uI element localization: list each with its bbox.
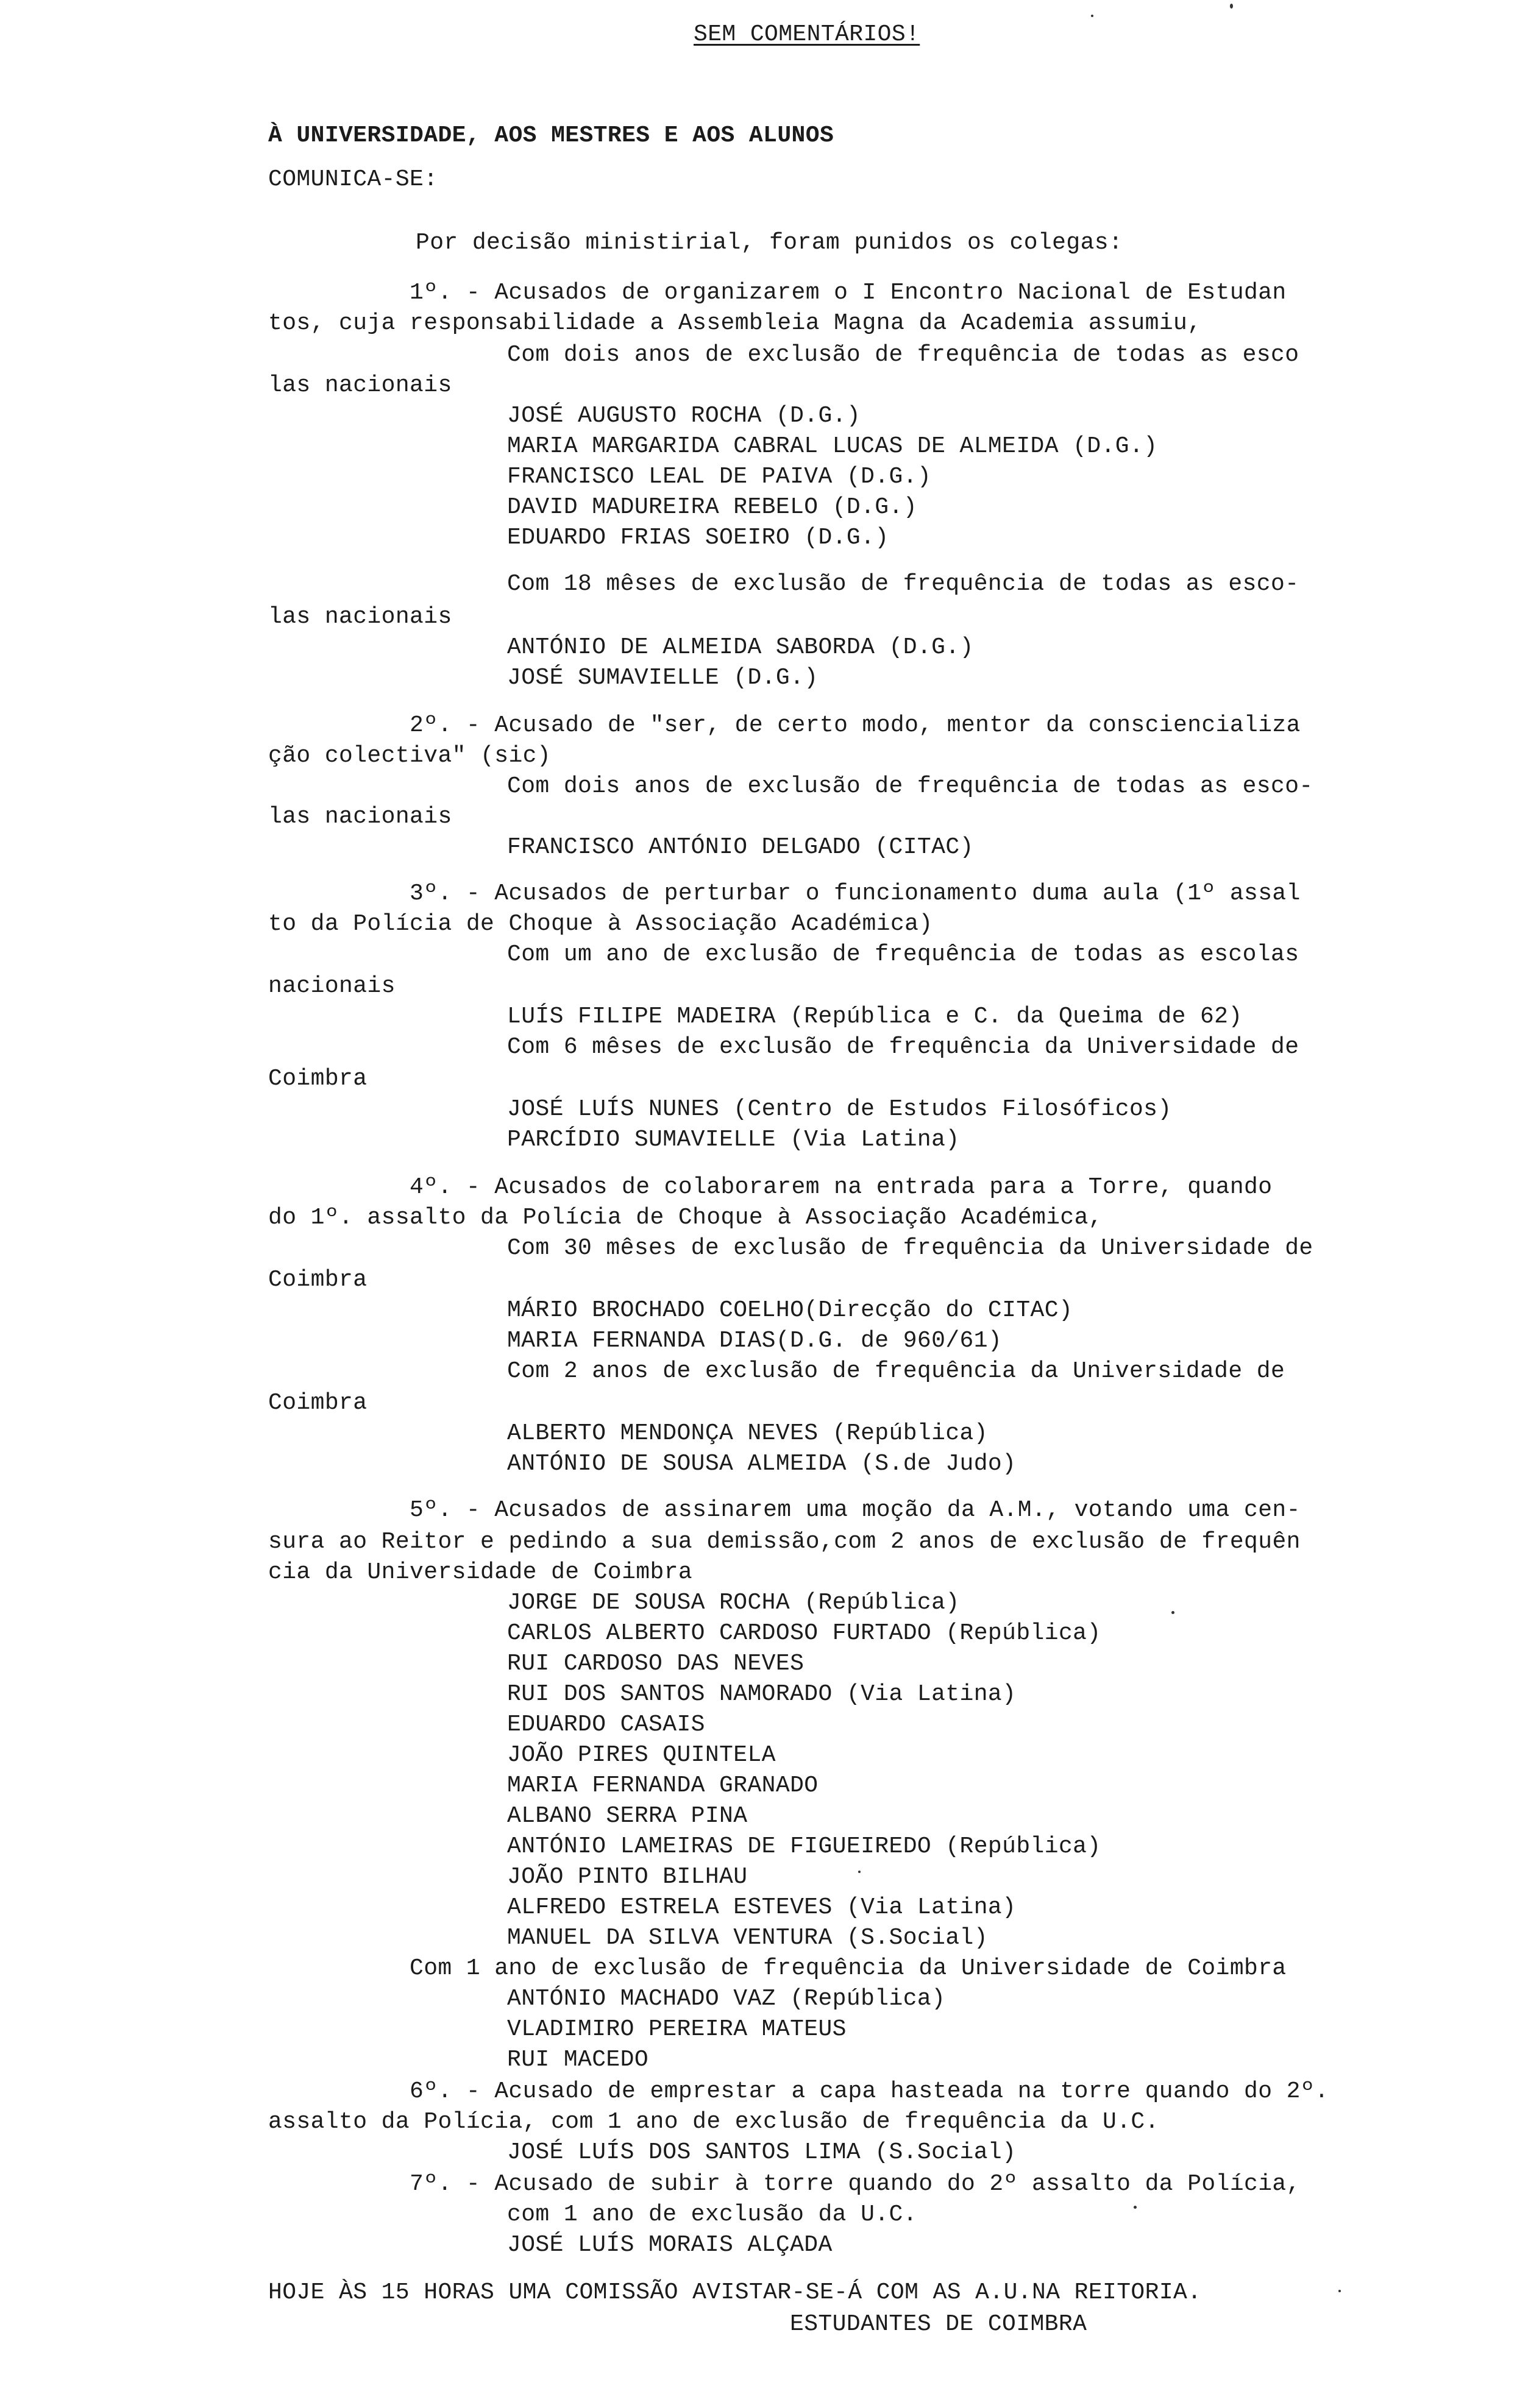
student-name: JOSÉ AUGUSTO ROCHA (D.G.) [507,403,861,429]
scan-speck [1171,1611,1174,1614]
penalty-line: Coimbra [268,1066,368,1092]
intro-paragraph: Por decisão ministirial, foram punidos os colegas: [416,230,1123,256]
penalty-line: Com 30 mêses de exclusão de frequência da Universidade de [507,1235,1313,1261]
student-name: DAVID MADUREIRA REBELO (D.G.) [507,494,917,520]
footer-announcement: HOJE ÀS 15 HORAS UMA COMISSÃO AVISTAR-SE-Á COM AS A.U.NA REITORIA. [268,2279,1202,2306]
section-1-text: 1º. - Acusados de organizarem o I Encontro Nacional de Estudan [410,280,1287,306]
student-name: ALBANO SERRA PINA [507,1803,748,1829]
penalty-line: Com 18 mêses de exclusão de frequência de todas as esco- [507,571,1299,597]
section-3-text: to da Polícia de Choque à Associação Académica) [268,911,933,937]
student-name: JOSÉ LUÍS MORAIS ALÇADA [507,2232,833,2258]
penalty-line: Coimbra [268,1390,368,1416]
section-6-text: 6º. - Acusado de emprestar a capa hasteada na torre quando do 2º. [410,2078,1329,2105]
penalty-line: Com um ano de exclusão de frequência de todas as escolas [507,941,1299,968]
section-5-text: 5º. - Acusados de assinarem uma moção da A.M., votando uma cen- [410,1497,1301,1523]
student-name: ALBERTO MENDONÇA NEVES (República) [507,1420,988,1447]
penalty-line: Com 2 anos de exclusão de frequência da Universidade de [507,1358,1285,1384]
section-7-text: com 1 ano de exclusão da U.C. [507,2201,917,2228]
student-name: VLADIMIRO PEREIRA MATEUS [507,2016,847,2042]
scan-speck [858,1871,861,1873]
student-name: JOSÉ LUÍS DOS SANTOS LIMA (S.Social) [507,2139,1017,2165]
section-2-text: ção colectiva" (sic) [268,743,552,769]
student-name: MARIA FERNANDA GRANADO [507,1772,819,1799]
student-name: FRANCISCO ANTÓNIO DELGADO (CITAC) [507,834,974,860]
student-name: MARIA FERNANDA DIAS(D.G. de 960/61) [507,1328,1003,1354]
penalty-line: nacionais [268,973,396,999]
student-name: FRANCISCO LEAL DE PAIVA (D.G.) [507,464,932,490]
communique-label: COMUNICA-SE: [268,166,438,193]
penalty-line: Com dois anos de exclusão de frequência de todas as esco- [507,773,1313,799]
student-name: MARIA MARGARIDA CABRAL LUCAS DE ALMEIDA (D.G.) [507,433,1158,459]
student-name: ANTÓNIO DE ALMEIDA SABORDA (D.G.) [507,634,974,660]
student-name: JOSÉ LUÍS NUNES (Centro de Estudos Filosóficos) [507,1096,1172,1122]
section-7-text: 7º. - Acusado de subir à torre quando do 2º assalto da Polícia, [410,2171,1301,2197]
scan-speck [1134,2206,1137,2209]
section-5-text: sura ao Reitor e pedindo a sua demissão,com 2 anos de exclusão de frequên [268,1529,1301,1555]
student-name: RUI MACEDO [507,2047,649,2073]
section-2-text: 2º. - Acusado de "ser, de certo modo, mentor da consciencializa [410,712,1301,738]
section-1-text: tos, cuja responsabilidade a Assembleia Magna da Academia assumiu, [268,310,1202,336]
student-name: EDUARDO CASAIS [507,1712,705,1738]
student-name: JOSÉ SUMAVIELLE (D.G.) [507,665,819,691]
student-name: CARLOS ALBERTO CARDOSO FURTADO (República) [507,1620,1101,1646]
student-name: MANUEL DA SILVA VENTURA (S.Social) [507,1925,988,1951]
student-name: MÁRIO BROCHADO COELHO(Direcção do CITAC) [507,1297,1073,1323]
section-4-text: 4º. - Acusados de colaborarem na entrada para a Torre, quando [410,1174,1273,1200]
student-name: RUI CARDOSO DAS NEVES [507,1651,805,1677]
penalty-line: Com 1 ano de exclusão de frequência da Universidade de Coimbra [410,1955,1287,1981]
penalty-line: las nacionais [268,604,452,630]
penalty-line: Com dois anos de exclusão de frequência de todas as esco [507,342,1299,368]
section-4-text: do 1º. assalto da Polícia de Choque à Associação Académica, [268,1205,1103,1231]
signature: ESTUDANTES DE COIMBRA [790,2311,1087,2337]
student-name: JOÃO PIRES QUINTELA [507,1742,776,1768]
student-name: LUÍS FILIPE MADEIRA (República e C. da Queima de 62) [507,1004,1243,1030]
scan-speck [1091,15,1093,17]
student-name: PARCÍDIO SUMAVIELLE (Via Latina) [507,1127,960,1153]
scan-speck [1338,2290,1341,2292]
penalty-line: las nacionais [268,804,452,830]
penalty-line: las nacionais [268,372,452,398]
student-name: RUI DOS SANTOS NAMORADO (Via Latina) [507,1681,1017,1707]
student-name: JORGE DE SOUSA ROCHA (República) [507,1590,960,1616]
student-name: JOÃO PINTO BILHAU [507,1864,748,1890]
penalty-line: Coimbra [268,1267,368,1293]
section-5-text: cia da Universidade de Coimbra [268,1559,693,1585]
student-name: ANTÓNIO LAMEIRAS DE FIGUEIREDO (República) [507,1833,1101,1860]
section-6-text: assalto da Polícia, com 1 ano de exclusão de frequência da U.C. [268,2109,1159,2135]
student-name: ANTÓNIO MACHADO VAZ (República) [507,1986,946,2012]
scan-speck [1230,4,1233,9]
document-heading: À UNIVERSIDADE, AOS MESTRES E AOS ALUNOS [268,122,834,149]
document-title: SEM COMENTÁRIOS! [694,21,920,48]
section-3-text: 3º. - Acusados de perturbar o funcionamento duma aula (1º assal [410,880,1301,907]
student-name: ANTÓNIO DE SOUSA ALMEIDA (S.de Judo) [507,1451,1017,1477]
penalty-line: Com 6 mêses de exclusão de frequência da Universidade de [507,1034,1299,1060]
student-name: ALFREDO ESTRELA ESTEVES (Via Latina) [507,1894,1017,1921]
student-name: EDUARDO FRIAS SOEIRO (D.G.) [507,525,889,551]
